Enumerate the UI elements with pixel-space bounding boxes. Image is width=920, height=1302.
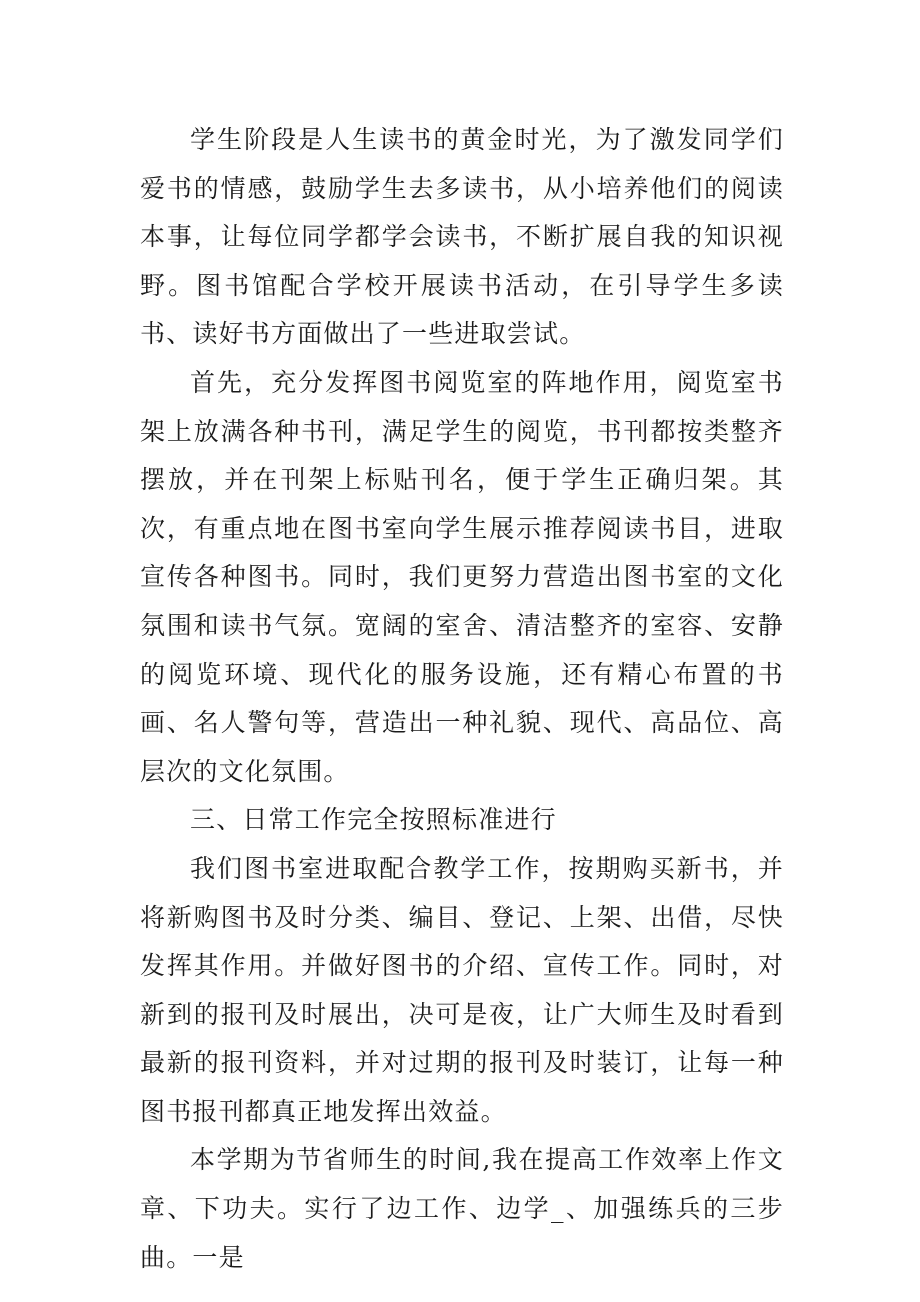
paragraph-reading-activities: 学生阶段是人生读书的黄金时光，为了激发同学们爱书的情感，鼓励学生去多读书，从小培养他们的阅读本事，让每位同学都学会读书，不断扩展自我的知识视野。图书馆配合学校开展读书活动，在引导学生多读书、读好书方面做出了一些进取尝试。 <box>140 125 784 349</box>
paragraph-efficiency: 本学期为节省师生的时间,我在提高工作效率上作文章、下功夫。实行了边工作、边学_、加强练兵的三步曲。一是 <box>140 1145 784 1272</box>
section-heading-daily-work: 三、日常工作完全按照标准进行 <box>190 805 557 835</box>
paragraph-new-books: 我们图书室进取配合教学工作，按期购买新书，并将新购图书及时分类、编目、登记、上架、出借，尽快发挥其作用。并做好图书的介绍、宣传工作。同时，对新到的报刊及时展出，决可是夜，让广大师生及时看到最新的报刊资料，并对过期的报刊及时装订，让每一种图书报刊都真正地发挥出效益。 <box>140 853 784 1126</box>
document-body <box>140 116 784 1282</box>
paragraph-reading-room: 首先，充分发挥图书阅览室的阵地作用，阅览室书架上放满各种书刊，满足学生的阅览，书刊都按类整齐摆放，并在刊架上标贴刊名，便于学生正确归架。其次，有重点地在图书室向学生展示推荐阅读书目，进取宣传各种图书。同时，我们更努力营造出图书室的文化氛围和读书气氛。宽阔的室舍、清洁整齐的室容、安静的阅览环境、现代化的服务设施，还有精心布置的书画、名人警句等，营造出一种礼貌、现代、高品位、高层次的文化氛围。 <box>140 367 784 786</box>
